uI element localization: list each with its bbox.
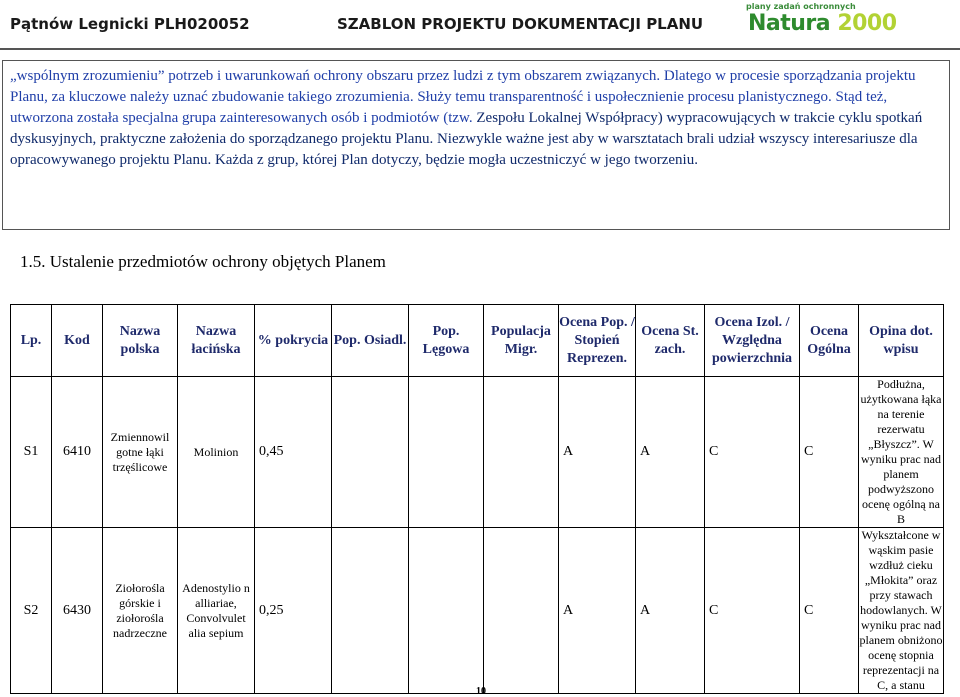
cell-lp: S1 [11, 377, 52, 528]
header-lp: Lp. [11, 305, 52, 377]
header-pop-migr: Populacja Migr. [484, 305, 559, 377]
cell-pop-migr [484, 377, 559, 528]
cell-pop-osiadl [332, 377, 409, 528]
logo-brand: Natura 2000 [748, 11, 897, 36]
cell-ocena-izol: C [705, 528, 800, 694]
header-ocena-ogolna: Ocena Ogólna [800, 305, 859, 377]
header-nazwa-lacinska: Nazwa łacińska [178, 305, 255, 377]
body-paragraph [10, 66, 942, 171]
logo-tagline: plany zadań ochronnych [746, 2, 856, 11]
cell-ocena-izol: C [705, 377, 800, 528]
paragraph-part-1: „wspólnym zrozumieniu” potrzeb i uwarunkowań ochrony obszaru przez ludzi z tym obszarem związanych. Dlatego w procesie sporządzania projektu Planu, za kluczowe należy uznać zbudowanie takiego zrozumienia. Służy temu transparentność i uspołecznienie procesu planistycznego. Stąd też, utworzona została specjalna grupa zainteresowanych osób i podmiotów (tzw. [10, 68, 916, 126]
cell-kod: 6410 [52, 377, 103, 528]
cell-pop-legowa [409, 528, 484, 694]
cell-nazwa-lacinska: Molinion [178, 377, 255, 528]
cell-ocena-st-zach: A [636, 377, 705, 528]
cell-nazwa-polska: Zmiennowil gotne łąki trzęślicowe [103, 377, 178, 528]
table-header-row [11, 305, 944, 377]
cell-pop-migr [484, 528, 559, 694]
page-header [0, 0, 960, 50]
cell-opinia: Wykształcone w wąskim pasie wzdłuż cieku „Młokita” oraz przy stawach hodowlanych. W wyniku prac nad planem obniżono ocenę stopnia reprezentacji na C, a stanu [859, 528, 943, 692]
cell-pop-osiadl [332, 528, 409, 694]
cell-pokrycia: 0,25 [255, 528, 332, 694]
page-number: 10 [476, 686, 486, 697]
cell-pop-legowa [409, 377, 484, 528]
text-frame [2, 60, 950, 230]
document-title: SZABLON PROJEKTU DOKUMENTACJI PLANU [337, 15, 704, 33]
section-heading: 1.5. Ustalenie przedmiotów ochrony objętych Planem [20, 252, 386, 271]
header-ocena-izol: Ocena Izol. / Względna powierzchnia [705, 305, 800, 377]
table-row [11, 377, 944, 528]
cell-ocena-st-zach: A [636, 528, 705, 694]
cell-nazwa-polska: Ziołorośla górskie i ziołorośla nadrzeczne [103, 528, 178, 694]
cell-ocena-pop: A [559, 377, 636, 528]
table-row [11, 528, 944, 694]
header-pop-osiadl: Pop. Osiadl. [332, 305, 409, 377]
cell-ocena-ogolna: C [800, 377, 859, 528]
cell-nazwa-lacinska: Adenostylio n alliariae, Convolvulet alia sepium [178, 528, 255, 694]
header-nazwa-polska: Nazwa polska [103, 305, 178, 377]
cell-kod: 6430 [52, 528, 103, 694]
cell-opinia: Podłużna, użytkowana łąka na terenie rezerwatu „Błyszcz”. W wyniku prac nad planem podwyższono ocenę ogólną na B [859, 377, 944, 528]
header-opinia: Opina dot. wpisu [859, 305, 944, 377]
cell-lp: S2 [11, 528, 52, 694]
cell-ocena-ogolna: C [800, 528, 859, 694]
header-ocena-st-zach: Ocena St. zach. [636, 305, 705, 377]
header-pokrycia: % pokrycia [255, 305, 332, 377]
header-pop-legowa: Pop. Lęgowa [409, 305, 484, 377]
site-title: Pątnów Legnicki PLH020052 [10, 15, 250, 33]
cell-pokrycia: 0,45 [255, 377, 332, 528]
header-kod: Kod [52, 305, 103, 377]
cell-ocena-pop: A [559, 528, 636, 694]
header-ocena-pop: Ocena Pop. / Stopień Reprezen. [559, 305, 636, 377]
paragraph-part-2: Zespołu Lokalnej Współpracy) wypracowujących w trakcie cyklu spotkań dyskusyjnych, praktyczne założenia do sporządzanego projektu Planu. Niezwykle ważne jest aby w warsztatach brali udział wszyscy interesariusze dla opracowywanego projektu Planu. Każda z grup, której Plan dotyczy, będzie mogła uczestniczyć w jego tworzeniu. [10, 110, 923, 168]
protection-subjects-table [10, 304, 944, 694]
